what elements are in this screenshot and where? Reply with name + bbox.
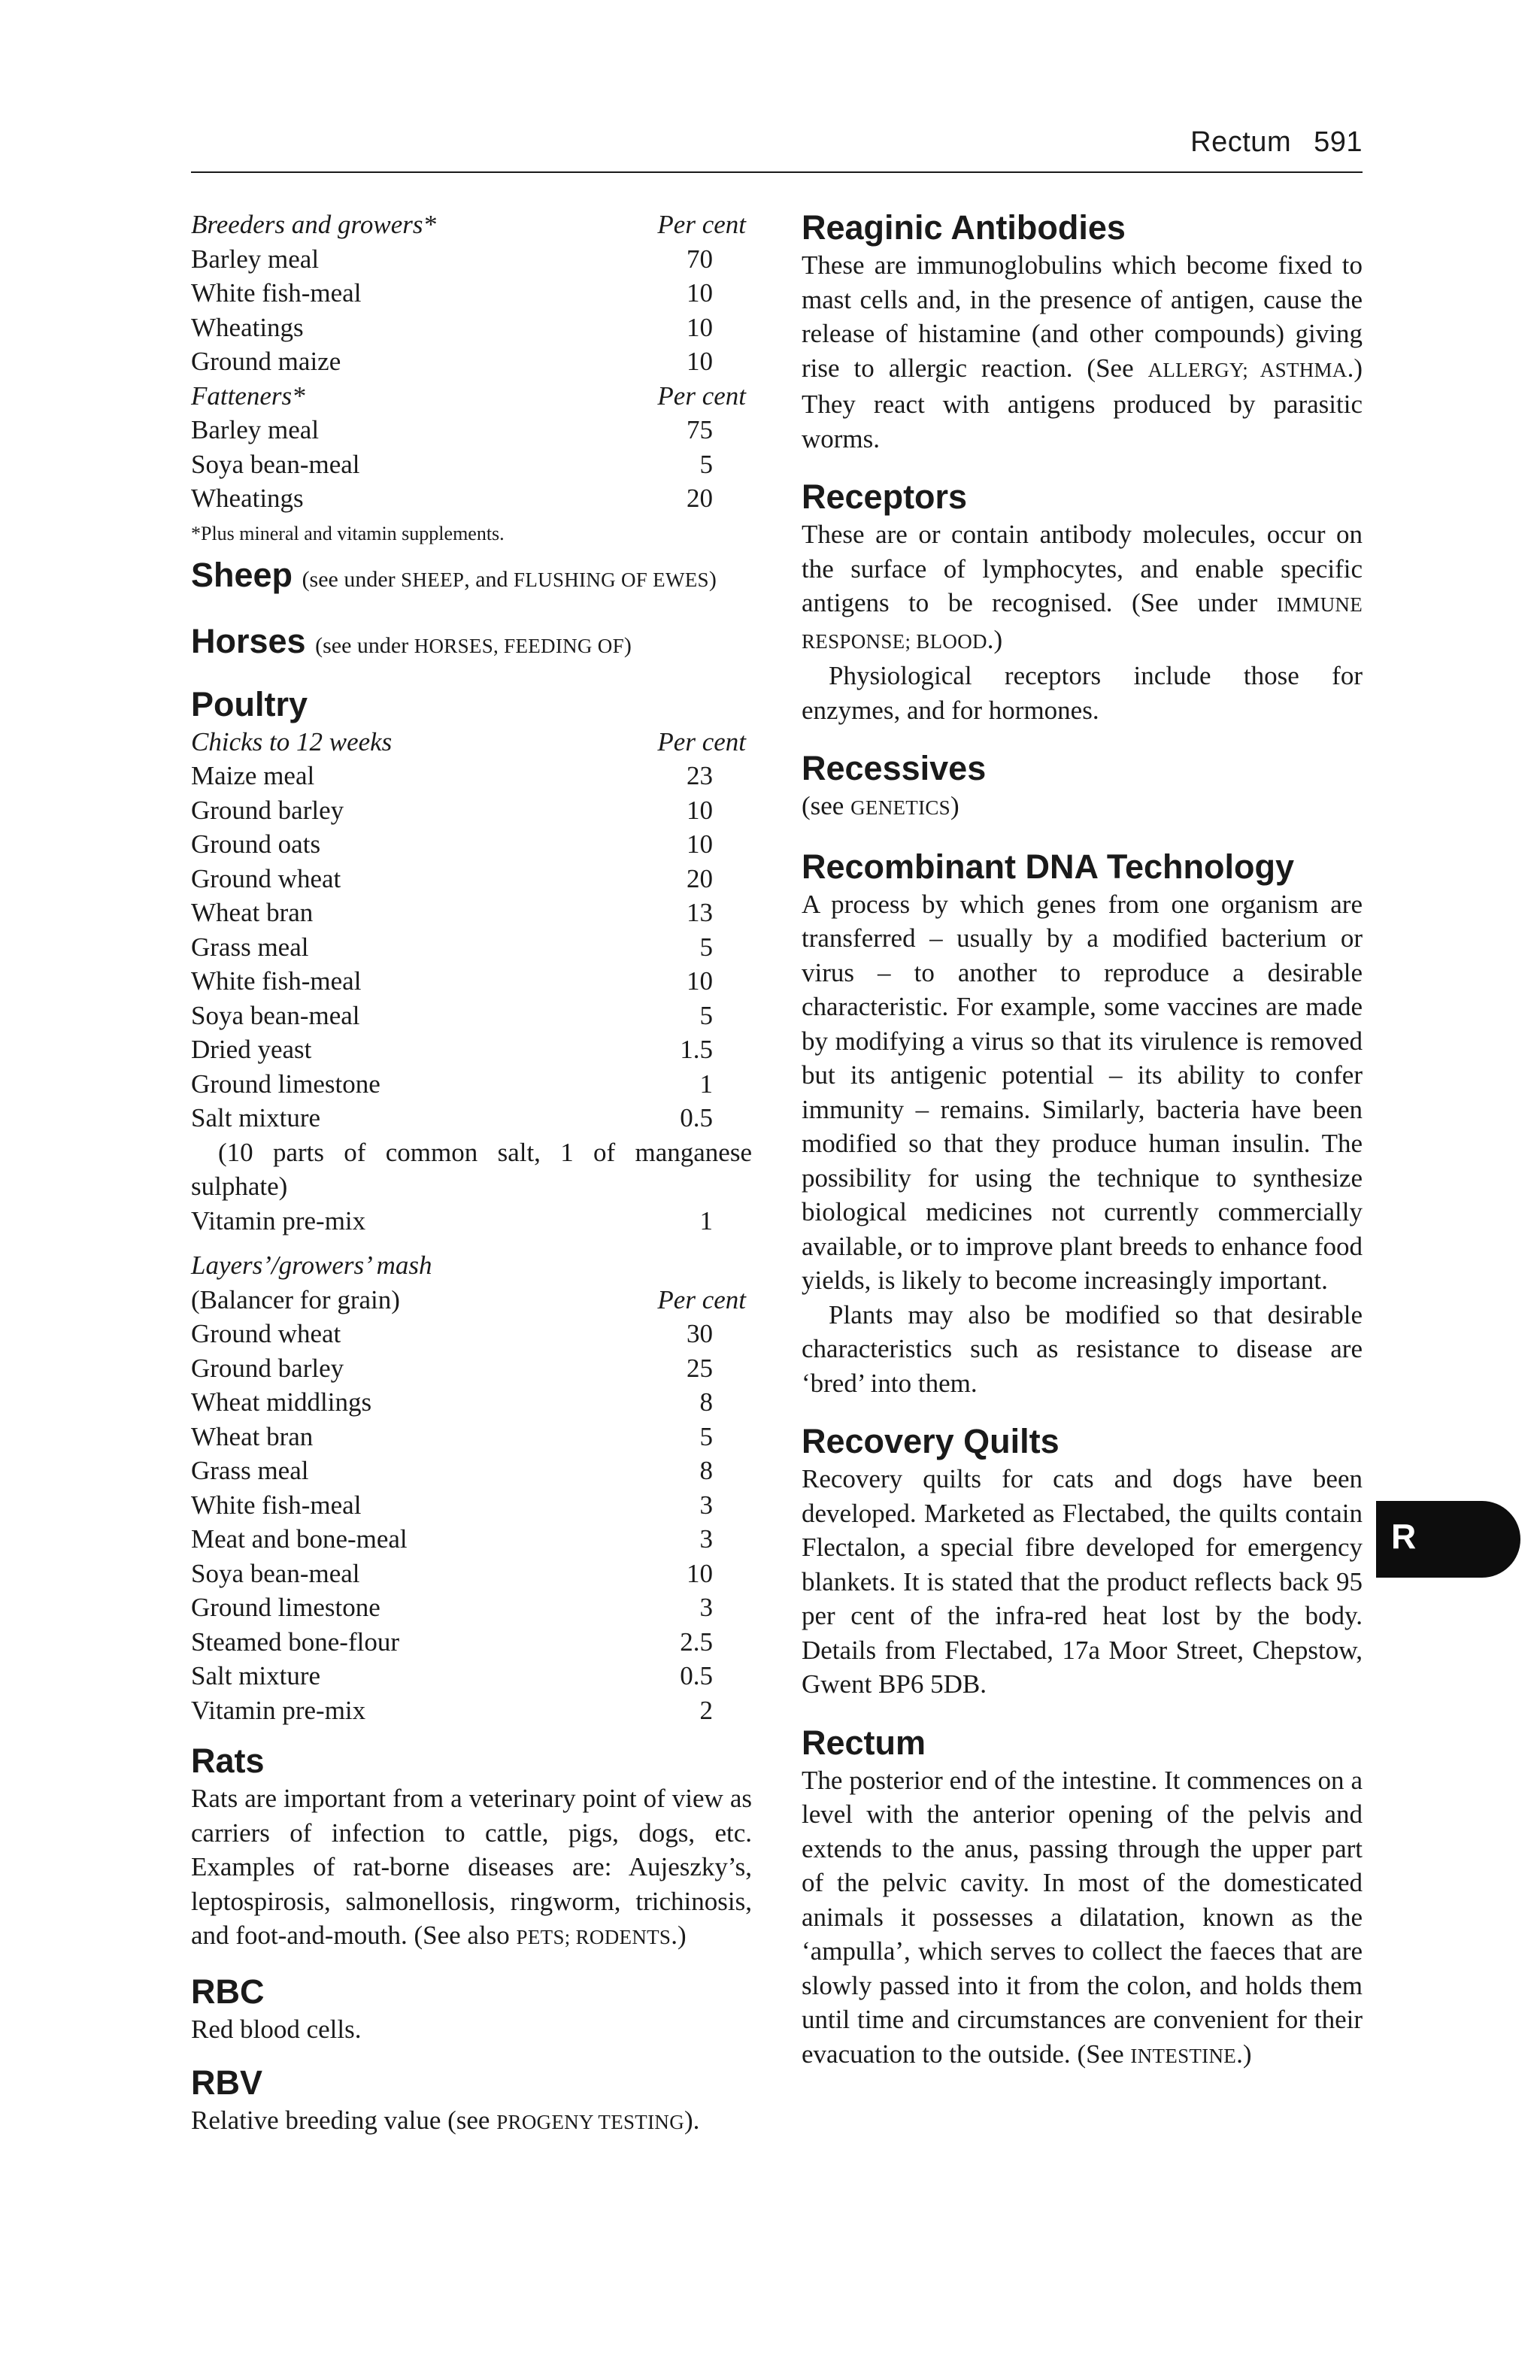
table-row <box>191 1032 752 1067</box>
heading-horses: Horses (see under HORSES, FEEDING OF) <box>191 621 632 660</box>
table-row <box>191 413 752 447</box>
table-row <box>191 242 752 277</box>
row-item: Soya bean-meal <box>191 1558 360 1588</box>
thumb-index-letter: R <box>1391 1517 1417 1556</box>
table-row <box>191 1067 752 1102</box>
rectum-text: The posterior end of the intestine. It commences on a level with the anterior opening of the pelvis and extends to the anus, passing through the upper part of the pelvic cavity. In most of the domesticated animals it possesses a dilatation, known as the ‘ampulla’, which serves to collect the faeces that are slowly passed into it from the colon, and holds them until time and circumstances are convenient for their evacuation to the outside. (See INTESTINE.) <box>802 1765 1363 2069</box>
row-value: 8 <box>699 1456 713 1485</box>
row-item: Wheat bran <box>191 1421 314 1451</box>
row-value: 30 <box>687 1319 713 1348</box>
heading-receptors: Receptors <box>802 478 968 516</box>
row-item: White fish-meal <box>191 278 362 308</box>
table-row <box>191 759 752 793</box>
table-row <box>191 1625 752 1660</box>
heading-rbc: RBC <box>191 1972 265 2011</box>
table-row <box>191 1488 752 1523</box>
row-value: 0.5 <box>680 1661 713 1690</box>
balancer-note: (Balancer for grain) <box>191 1284 400 1314</box>
table-row <box>191 447 752 482</box>
row-value: 1 <box>699 1069 713 1099</box>
row-item: Ground oats <box>191 829 321 859</box>
row-item: Ground maize <box>191 347 341 376</box>
table-row <box>191 1454 752 1488</box>
row-item: Barley meal <box>191 244 320 274</box>
reaginic-text: These are immunoglobulins which become fixed to mast cells and, in the presence of antigen, cause the release of histamine (and other compounds) giving rise to allergic reaction. (See ALLERGY; ASTHMA.) They react with antigens produced by parasitic worms. <box>802 250 1363 453</box>
table-row <box>191 1590 752 1625</box>
row-value: 70 <box>687 244 713 274</box>
row-value: 5 <box>699 1000 713 1030</box>
row-item: Salt mixture <box>191 1661 321 1690</box>
row-value: 10 <box>687 312 713 342</box>
row-value: 5 <box>699 449 713 479</box>
table-row <box>191 896 752 930</box>
row-item: Wheat bran <box>191 898 314 927</box>
row-value: 20 <box>687 863 713 893</box>
left-column <box>191 208 752 2140</box>
row-item: Soya bean-meal <box>191 1000 360 1030</box>
row-value: 10 <box>687 829 713 859</box>
heading-recessives: Recessives <box>802 749 987 787</box>
row-value: 3 <box>699 1524 713 1554</box>
row-value: 3 <box>699 1490 713 1520</box>
layers-table <box>191 1248 752 1727</box>
fatteners-table <box>191 379 752 516</box>
row-item: Ground limestone <box>191 1593 380 1622</box>
row-item: Grass meal <box>191 932 309 962</box>
row-value: 13 <box>687 898 713 927</box>
table-row: Vitamin pre-mix 1 <box>191 1205 713 1235</box>
row-item: Ground wheat <box>191 863 341 893</box>
row-item: Maize meal <box>191 761 315 790</box>
table-row <box>191 1385 752 1420</box>
receptors-text: These are or contain antibody molecules, occur on the surface of lymphocytes, and enable specific antigens to be recognised. (See under IMMUNE RESPONSE; BLOOD.) <box>802 520 1363 654</box>
row-value: 23 <box>687 761 713 790</box>
row-item: Ground limestone <box>191 1069 380 1099</box>
table-unit: Per cent <box>657 380 746 411</box>
table-row <box>191 999 752 1033</box>
header-rule <box>191 171 1363 173</box>
chicks-table <box>191 725 752 1239</box>
table-title: Chicks to 12 weeks <box>191 726 393 756</box>
row-item: Ground barley <box>191 795 344 825</box>
row-value: 2.5 <box>680 1627 713 1657</box>
table-row <box>191 1522 752 1557</box>
table-row <box>191 344 752 379</box>
rbv-text: Relative breeding value (see PROGENY TESTING). <box>191 2106 700 2135</box>
table-row <box>191 1101 752 1135</box>
heading-sheep: Sheep (see under SHEEP, and FLUSHING OF EWES) <box>191 555 717 594</box>
row-value: 1.5 <box>680 1035 713 1064</box>
table-title: Layers’/growers’ mash <box>191 1251 432 1280</box>
table-row <box>191 1693 752 1728</box>
table-row <box>191 1420 752 1454</box>
row-value: 25 <box>687 1353 713 1383</box>
row-item: Ground wheat <box>191 1319 341 1348</box>
heading-reaginic-antibodies: Reaginic Antibodies <box>802 208 1126 247</box>
breeders-table <box>191 208 752 379</box>
recombinant-para2: Plants may also be modified so that desirable characteristics such as resistance to disease are ‘bred’ into them. <box>802 1299 1363 1398</box>
row-value: 10 <box>687 278 713 308</box>
quilts-text: Recovery quilts for cats and dogs have been developed. Marketed as Flectabed, the quilts contain Flectalon, a special fibre developed for emergency blankets. It is stated that the product reflects back 95 per cent of the infra-red heat lost by the body. Details from Flectabed, 17a Moor Street, Chepstow, Gwent BP6 5DB. <box>802 1464 1363 1699</box>
table-row <box>191 276 752 311</box>
rbc-text: Red blood cells. <box>191 2014 362 2044</box>
heading-recombinant-dna: Recombinant DNA Technology <box>802 847 1295 886</box>
table-row <box>191 481 752 516</box>
table-row <box>191 964 752 999</box>
row-item: Meat and bone-meal <box>191 1524 408 1554</box>
table-unit: Per cent <box>657 210 746 239</box>
row-item: White fish-meal <box>191 1490 362 1520</box>
row-item: Wheatings <box>191 484 304 513</box>
table-row <box>191 930 752 965</box>
recessives-ref: (see GENETICS) <box>802 791 959 820</box>
table-row <box>191 793 752 828</box>
row-value: 2 <box>699 1695 713 1725</box>
table-title: Fatteners* <box>191 380 305 411</box>
table-row <box>191 1659 752 1693</box>
row-item: Soya bean-meal <box>191 449 360 479</box>
row-value: 10 <box>687 1558 713 1588</box>
heading-rbv: RBV <box>191 2063 263 2102</box>
table-title: Breeders and growers* <box>191 210 436 239</box>
table-row <box>191 1317 752 1351</box>
thumb-index-tab <box>1376 1501 1520 1578</box>
row-item: Wheat middlings <box>191 1387 372 1417</box>
row-item: Dried yeast <box>191 1035 312 1064</box>
page-number: 591 <box>1314 126 1363 158</box>
table-row <box>191 862 752 896</box>
table-row <box>191 1351 752 1386</box>
row-item: White fish-meal <box>191 966 362 996</box>
receptors-para2: Physiological receptors include those for enzymes, and for hormones. <box>802 661 1363 725</box>
row-value: 3 <box>699 1593 713 1622</box>
row-item: Grass meal <box>191 1456 309 1485</box>
table-unit: Per cent <box>657 1284 746 1314</box>
row-item: Ground barley <box>191 1353 344 1383</box>
running-header <box>191 126 1363 171</box>
row-item: Steamed bone-flour <box>191 1627 399 1657</box>
row-value: 10 <box>687 966 713 996</box>
row-value: 75 <box>687 415 713 444</box>
row-value: 5 <box>699 1421 713 1451</box>
row-value: 8 <box>699 1387 713 1417</box>
heading-poultry: Poultry <box>191 684 308 723</box>
row-value: 20 <box>687 484 713 513</box>
row-item: Vitamin pre-mix <box>191 1695 366 1725</box>
row-value: 10 <box>687 795 713 825</box>
table-row <box>191 1557 752 1591</box>
row-item: Barley meal <box>191 415 320 444</box>
heading-recovery-quilts: Recovery Quilts <box>802 1422 1060 1460</box>
recombinant-para1: A process by which genes from one organism are transferred – usually by a modified bacterium or virus – to another to reproduce a desirable characteristic. For example, some vaccines are made by modifying a virus so that its virulence is removed but its antigenic potential – its ability to confer immunity – remains. Similarly, bacteria have been modified so that they produce human insulin. The possibility for using the technique to synthesize biological medicines not currently commercially available, or to improve plant breeds to enhance food yields, is likely to become increasingly important. <box>802 889 1363 1295</box>
row-value: 10 <box>687 347 713 376</box>
table-unit: Per cent <box>657 726 746 756</box>
table-row <box>191 827 752 862</box>
table-row <box>191 311 752 345</box>
footnote: *Plus mineral and vitamin supplements. <box>191 522 505 544</box>
row-value: 5 <box>699 932 713 962</box>
rats-text: Rats are important from a veterinary point of view as carriers of infection to cattle, pigs, dogs, etc. Examples of rat-borne diseases are: Aujeszky’s, leptospirosis, salmonellosis, ringworm, trichinosis, and foot-and-mouth. (See also PETS; RODENTS.) <box>191 1784 752 1950</box>
salt-note: (10 parts of common salt, 1 of manganese sulphate) <box>191 1137 752 1201</box>
right-column <box>802 208 1363 2073</box>
heading-rats: Rats <box>191 1742 265 1780</box>
row-item: Salt mixture <box>191 1103 321 1132</box>
row-item: Wheatings <box>191 312 304 342</box>
row-value: 0.5 <box>680 1103 713 1132</box>
heading-rectum: Rectum <box>802 1723 926 1762</box>
running-title: Rectum <box>1190 126 1292 158</box>
